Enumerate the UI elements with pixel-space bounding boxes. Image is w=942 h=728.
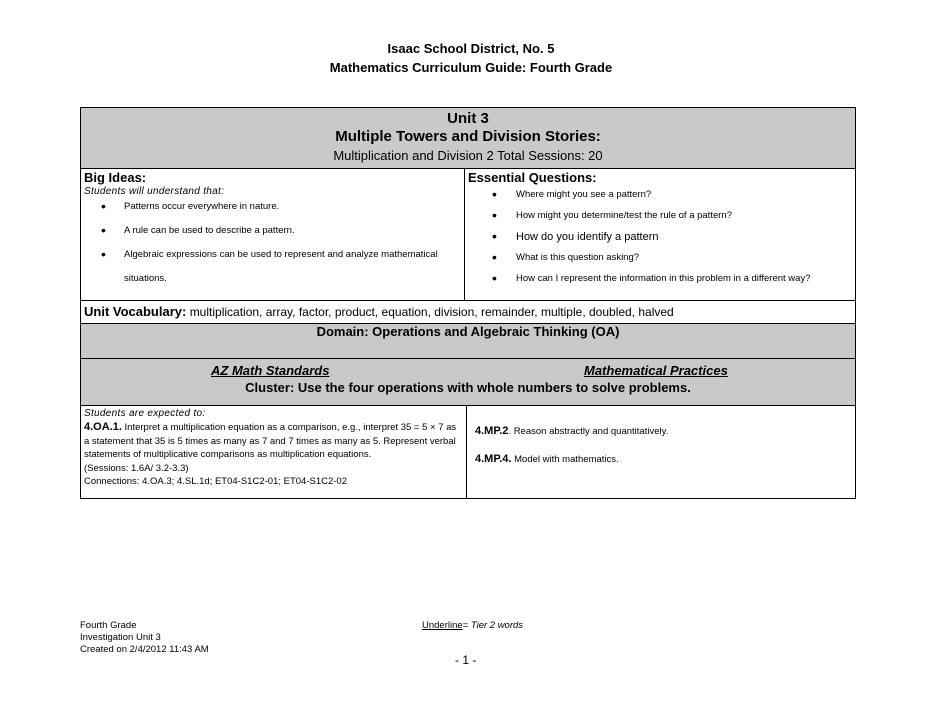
az-standards-heading: AZ Math Standards [211, 363, 330, 378]
underline-word: Underline [422, 620, 463, 631]
footer-grade: Fourth Grade [80, 620, 137, 631]
list-item: • How might you determine/test the rule of a pattern? [468, 210, 852, 222]
footer-unit: Investigation Unit 3 [80, 632, 161, 643]
vocabulary-text: multiplication, array, factor, product, equation, division, remainder, multiple, doubled, halved [189, 305, 674, 319]
list-item: • How can I represent the information in this problem in a different way? [468, 273, 852, 285]
domain-row [81, 324, 855, 359]
standards-intro: Students are expected to: [84, 408, 206, 419]
unit-header [81, 108, 855, 169]
practice-item [475, 424, 847, 439]
footer-info [80, 620, 209, 656]
unit-detail: Multiplication and Division 2 Total Sessions: 20 [333, 148, 603, 163]
essential-questions-cell [465, 169, 855, 300]
essential-questions-list [468, 189, 852, 285]
vocabulary-label: Unit Vocabulary: [84, 304, 187, 319]
list-item: • Algebraic expressions can be used to represent and analyze mathematical situations. [84, 243, 461, 291]
unit-subtitle: Multiple Towers and Division Stories: [335, 128, 601, 145]
practices-cell [467, 406, 855, 498]
list-item: • Where might you see a pattern? [468, 189, 852, 201]
unit-title: Unit 3 [447, 110, 489, 127]
unit-vocabulary [81, 301, 855, 324]
curriculum-table [80, 107, 856, 499]
footer-created: Created on 2/4/2012 11:43 AM [80, 644, 209, 655]
cluster-heading: Cluster: Use the four operations with whole numbers to solve problems. [245, 380, 691, 395]
big-ideas-list [84, 201, 461, 291]
big-ideas-cell [81, 169, 465, 300]
footer-legend [422, 620, 523, 632]
standards-header-row [81, 359, 855, 406]
list-item: • A rule can be used to describe a pattern. [84, 225, 461, 237]
page-number: - 1 - [455, 653, 477, 667]
practice-text: Model with mathematics. [511, 454, 619, 465]
standards-content-row [81, 406, 855, 498]
practice-code: 4.MP.2 [475, 425, 509, 437]
underline-note: = Tier 2 words [462, 620, 524, 631]
header-district: Isaac School District, No. 5 [387, 41, 555, 56]
standards-cell [81, 406, 467, 498]
standard-text: Interpret a multiplication equation as a comparison, e.g., interpret 35 = 5 × 7 as a statement that 35 is 5 times as many as 7 and 7 times as many as 5. Represent verbal statements of multiplicative comparisons as multiplication equations. [84, 422, 457, 460]
standard-code: 4.OA.1. [84, 421, 122, 433]
standard-4oa1 [84, 421, 463, 462]
big-ideas-title: Big Ideas: [84, 170, 147, 185]
practice-code: 4.MP.4. [475, 453, 512, 465]
list-item: • Patterns occur everywhere in nature. [84, 201, 461, 213]
ideas-row [81, 169, 855, 301]
math-practices-heading: Mathematical Practices [584, 363, 728, 378]
header-guide-title: Mathematics Curriculum Guide: Fourth Grade [329, 60, 613, 75]
big-ideas-intro: Students will understand that: [84, 186, 225, 197]
standard-connections: Connections: 4.OA.3; 4.SL.1d; ET04-S1C2-01; ET04-S1C2-02 [84, 476, 347, 487]
list-item: • How do you identify a pattern [468, 231, 852, 243]
essential-questions-title: Essential Questions: [468, 170, 597, 185]
practice-text: . Reason abstractly and quantitatively. [508, 426, 669, 437]
list-item: • What is this question asking? [468, 252, 852, 264]
practice-item [475, 452, 847, 467]
standard-sessions: (Sessions: 1.6A/ 3.2-3.3) [84, 462, 189, 474]
domain-title: Domain: Operations and Algebraic Thinking (OA) [316, 324, 620, 339]
